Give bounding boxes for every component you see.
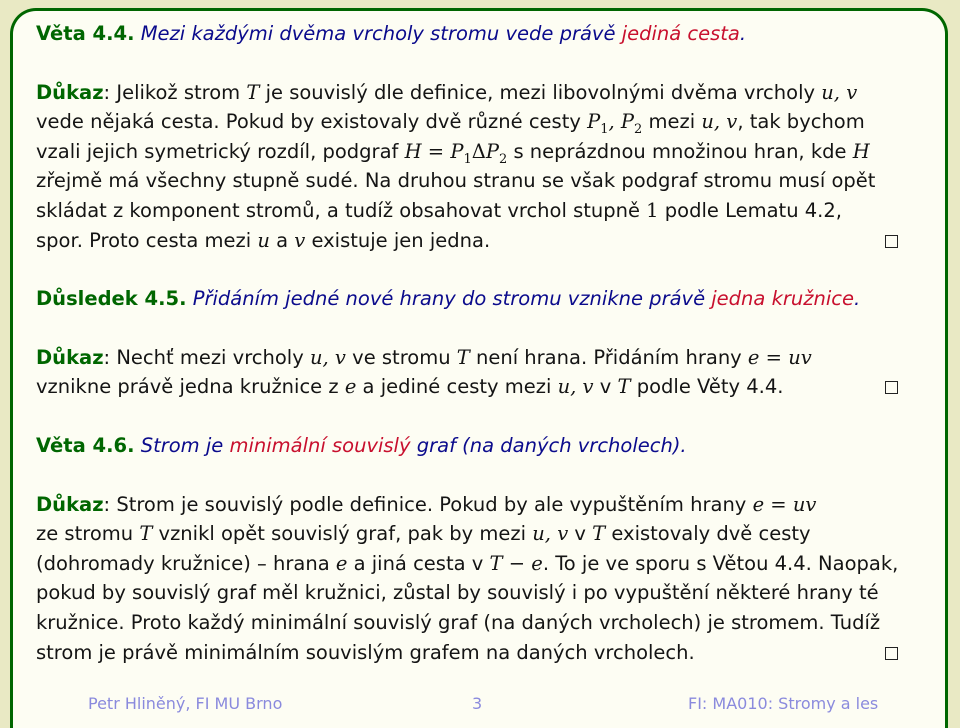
- proof-line: Důkaz: Nechť mezi vrcholy u, v ve stromu T není hrana. Přidáním hrany e = uv: [36, 345, 812, 369]
- proof-line: vede nějaká cesta. Pokud by existovaly dvě různé cesty $P_1$, $P_2$ mezi u, v, tak bychom: [36, 110, 865, 138]
- theorem-4-6: [36, 431, 904, 461]
- proof-line: Důkaz: Strom je souvislý podle definice. Pokud by ale vypuštěním hrany e = uv: [36, 492, 817, 516]
- corollary-4-5: [36, 284, 904, 314]
- proof-line: zřejmě má všechny stupně sudé. Na druhou stranu se však podgraf stromu musí opět: [36, 169, 876, 193]
- theorem-label: Věta 4.4.: [36, 22, 135, 45]
- corollary-label: Důsledek 4.5.: [36, 287, 187, 311]
- qed-box-icon: [885, 381, 898, 394]
- highlight-term: minimální souvislý: [229, 433, 411, 457]
- proof-label: Důkaz: [36, 345, 104, 369]
- slide-footer: [0, 690, 960, 720]
- slide-content: [36, 19, 904, 667]
- proof-line: strom je právě minimálním souvislým grafem na daných vrcholech.: [36, 638, 904, 668]
- proof-line: skládat z komponent stromů, a tudíž obsahovat vrchol stupně 1 podle Lematu 4.2,: [36, 198, 842, 222]
- proof-4-5: [36, 343, 904, 402]
- proof-label: Důkaz: [36, 492, 104, 516]
- footer-page-number: 3: [472, 694, 483, 713]
- footer-course: FI: MA010: Stromy a les: [688, 694, 879, 713]
- qed-box-icon: [885, 235, 898, 248]
- qed-box-icon: [885, 647, 898, 660]
- proof-label: Důkaz: [36, 80, 104, 104]
- highlight-term: jedna kružnice: [711, 287, 854, 311]
- theorem-label: Věta 4.6.: [36, 433, 135, 457]
- proof-line: spor. Proto cesta mezi u a v existuje jen jedna.: [36, 226, 904, 256]
- proof-4-6: [36, 490, 904, 668]
- proof-line: pokud by souvislý graf měl kružnici, zůstal by souvislý i po vypuštění některé hrany té: [36, 581, 879, 605]
- footer-author: Petr Hliněný, FI MU Brno: [88, 694, 283, 713]
- proof-line: vznikne právě jedna kružnice z e a jediné cesty mezi u, v v T podle Věty 4.4.: [36, 372, 904, 402]
- proof-line: ze stromu T vznikl opět souvislý graf, pak by mezi u, v v T existovaly dvě cesty: [36, 522, 811, 546]
- theorem-text: Mezi každými dvěma vrcholy stromu vede právě jediná cesta.: [140, 22, 747, 45]
- proof-line: vzali jejich symetrický rozdíl, podgraf $H = P_1\Delta P_2$ s neprázdnou množinou hran, kde H: [36, 139, 870, 167]
- proof-line: kružnice. Proto každý minimální souvislý graf (na daných vrcholech) je stromem. Tudíž: [36, 610, 881, 634]
- proof-line: (dohromady kružnice) – hrana e a jiná cesta v T − e. To je ve sporu s Větou 4.4. Naopak,: [36, 551, 899, 575]
- proof-4-4: [36, 78, 904, 256]
- theorem-4-4: [36, 19, 904, 49]
- highlight-term: jediná cesta: [621, 22, 740, 45]
- proof-line: Důkaz: Jelikož strom T je souvislý dle definice, mezi libovolnými dvěma vrcholy u, v: [36, 80, 858, 104]
- theorem-text: Strom je minimální souvislý graf (na daných vrcholech).: [140, 433, 687, 457]
- corollary-text: Přidáním jedné nové hrany do stromu vznikne právě jedna kružnice.: [192, 287, 861, 311]
